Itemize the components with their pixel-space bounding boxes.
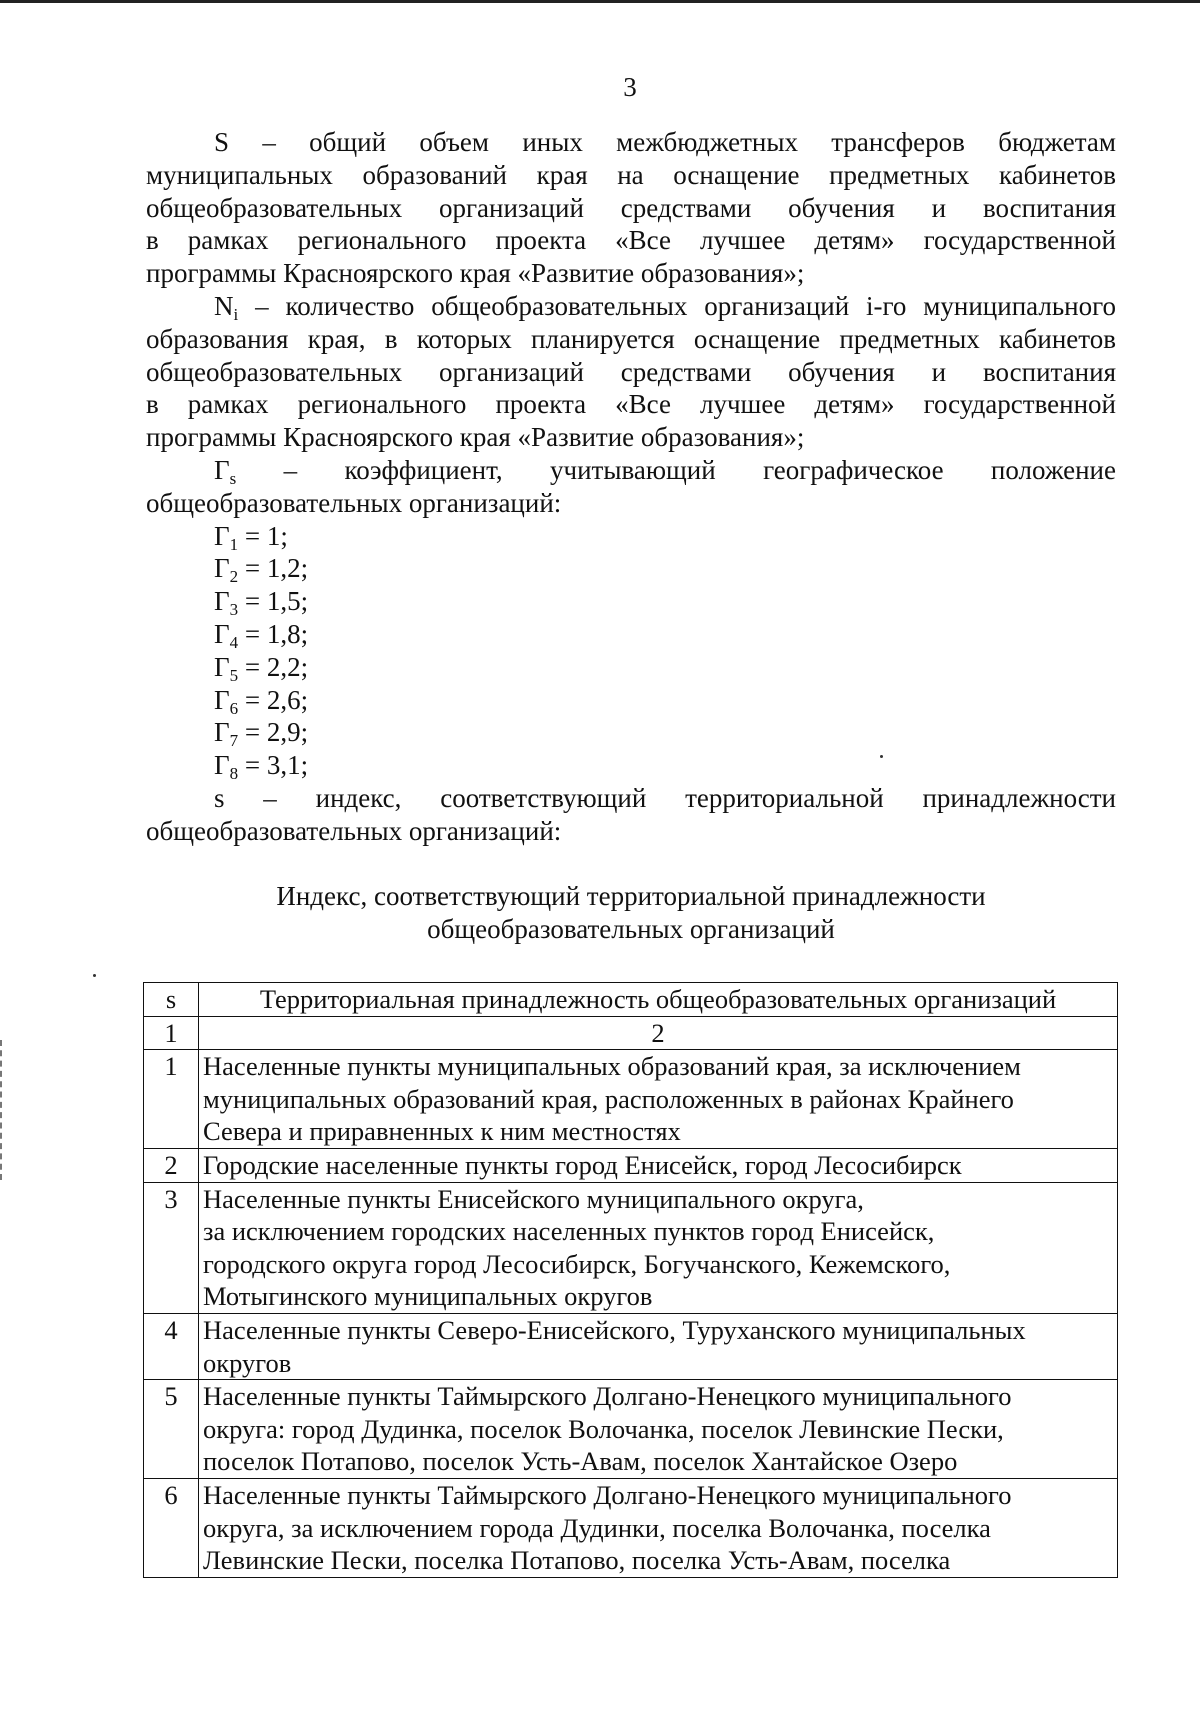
cell-line: Населенные пункты Таймырского Долгано-Ненецкого муниципального (203, 1479, 1012, 1510)
symbol: Г (214, 651, 230, 682)
table-row (144, 1380, 1118, 1479)
symbol: Г (214, 520, 230, 551)
caption-line: Индекс, соответствующий территориальной принадлежности (276, 881, 986, 911)
symbol: N (214, 290, 234, 321)
row-index-cell: 6 (144, 1478, 199, 1577)
symbol: Г (214, 684, 230, 715)
row-territory-cell (199, 1182, 1118, 1313)
cell-line: Населенные пункты Таймырского Долгано-Ненецкого муниципального (203, 1381, 1012, 1412)
coefficient-list (146, 520, 1116, 782)
row-index-cell: 5 (144, 1380, 199, 1479)
table-header-row (144, 983, 1118, 1017)
table-row (144, 1478, 1118, 1577)
cell-line: Мотыгинского муниципальных округов (203, 1281, 653, 1312)
scan-speck (93, 974, 96, 977)
coefficient-item (146, 585, 1116, 618)
table-row (144, 1182, 1118, 1313)
text-line: программы Красноярского края «Развитие образования»; (146, 422, 805, 453)
text-line: общеобразовательных организаций средствами обучения и воспитания (146, 192, 1116, 223)
text-line: общеобразовательных организаций средствами обучения и воспитания (146, 356, 1116, 387)
coefficient-item (146, 684, 1116, 717)
symbol-subscript: 4 (229, 632, 239, 652)
symbol-subscript: 5 (229, 665, 239, 685)
text-fragment: – количество общеобразовательных организаций i-го муниципального (238, 290, 1116, 321)
coefficient-item (146, 552, 1116, 585)
coefficient-value: = 1,5; (238, 586, 309, 617)
cell-line: Населенные пункты Енисейского муниципального округа, (203, 1183, 864, 1214)
cell-line: округа: город Дудинка, поселок Волочанка, поселок Левинские Пески, (203, 1413, 1004, 1444)
header-cell-territory: Территориальная принадлежность общеобразовательных организаций (199, 983, 1118, 1017)
scan-edge-marks (0, 1040, 4, 1180)
coefficient-item (146, 716, 1116, 749)
scan-speck (880, 755, 883, 758)
symbol-subscript: 6 (229, 698, 239, 718)
cell-line: городского округа город Лесосибирск, Богучанского, Кежемского, (203, 1248, 951, 1279)
row-territory-cell (199, 1380, 1118, 1479)
table-caption (146, 880, 1116, 946)
coefficient-item (146, 520, 1116, 553)
text-line: s – индекс, соответствующий территориальной принадлежности (214, 782, 1116, 813)
coefficient-item (146, 618, 1116, 651)
cell-line: Населенные пункты муниципальных образований края, за исключением (203, 1051, 1021, 1082)
cell-line: Левинские Пески, поселка Потапово, поселка Усть-Авам, поселка (203, 1545, 951, 1576)
cell-line: муниципальных образований края, расположенных в районах Крайнего (203, 1083, 1014, 1114)
cell-line: Городские населенные пункты город Енисейск, город Лесосибирск (203, 1149, 962, 1180)
caption-line: общеобразовательных организаций (427, 914, 835, 944)
symbol-subscript: 1 (229, 534, 239, 554)
symbol-subscript: i (233, 304, 239, 324)
row-territory-cell (199, 1148, 1118, 1182)
table-row (144, 1313, 1118, 1379)
definition-ni (146, 290, 1116, 454)
definition-gs (146, 454, 1116, 520)
coefficient-value: = 2,9; (238, 717, 309, 748)
row-territory-cell (199, 1478, 1118, 1577)
text-line (146, 290, 1116, 323)
numbering-cell: 2 (199, 1016, 1118, 1050)
coefficient-value: = 1; (238, 520, 288, 551)
symbol: Г (214, 717, 230, 748)
text-line: программы Красноярского края «Развитие образования»; (146, 258, 805, 289)
coefficient-item (146, 651, 1116, 684)
coefficient-value: = 2,6; (238, 684, 309, 715)
definitions-section (146, 126, 1116, 848)
row-territory-cell (199, 1050, 1118, 1149)
row-index-cell: 4 (144, 1313, 199, 1379)
coefficient-value: = 3,1; (238, 750, 309, 781)
symbol: Г (214, 618, 230, 649)
cell-line: Севера и приравненных к ним местностях (203, 1116, 681, 1147)
symbol: Г (214, 750, 230, 781)
text-line: общеобразовательных организаций: (146, 487, 562, 518)
table-row (144, 1050, 1118, 1149)
row-index-cell: 1 (144, 1050, 199, 1149)
cell-line: поселок Потапово, поселок Усть-Авам, поселок Хантайское Озеро (203, 1446, 958, 1477)
coefficient-item (146, 749, 1116, 782)
symbol-subscript: s (229, 468, 237, 488)
coefficient-value: = 2,2; (238, 651, 309, 682)
text-line: образования края, в которых планируется оснащение предметных кабинетов (146, 323, 1116, 354)
definition-s-index (146, 782, 1116, 848)
text-line: S – общий объем иных межбюджетных трансферов бюджетам (214, 127, 1116, 157)
territory-index-table (143, 982, 1118, 1578)
cell-line: округа, за исключением города Дудинки, поселка Волочанка, поселка (203, 1512, 991, 1543)
row-index-cell: 2 (144, 1148, 199, 1182)
symbol-subscript: 3 (229, 600, 239, 620)
cell-line: за исключением городских населенных пунктов город Енисейск, (203, 1216, 935, 1247)
symbol-subscript: 7 (229, 731, 239, 751)
table-row (144, 1148, 1118, 1182)
table-numbering-row (144, 1016, 1118, 1050)
text-fragment: – коэффициент, учитывающий географическое положение (236, 454, 1116, 485)
numbering-cell: 1 (144, 1016, 199, 1050)
text-line (146, 454, 1116, 487)
page-number: 3 (623, 72, 637, 102)
symbol-subscript: 2 (229, 567, 239, 587)
symbol: Г (214, 454, 230, 485)
symbol: Г (214, 553, 230, 584)
text-line: в рамках регионального проекта «Все лучшее детям» государственной (146, 389, 1116, 420)
page-top-border (0, 0, 1200, 3)
cell-line: округов (203, 1347, 292, 1378)
row-territory-cell (199, 1313, 1118, 1379)
row-index-cell: 3 (144, 1182, 199, 1313)
coefficient-value: = 1,2; (238, 553, 309, 584)
cell-line: Населенные пункты Северо-Енисейского, Туруханского муниципальных (203, 1314, 1026, 1345)
header-cell-s: s (144, 983, 199, 1017)
coefficient-value: = 1,8; (238, 618, 309, 649)
definition-s (146, 126, 1116, 290)
symbol-subscript: 8 (229, 764, 239, 784)
text-line: в рамках регионального проекта «Все лучшее детям» государственной (146, 225, 1116, 256)
text-line: муниципальных образований края на оснащение предметных кабинетов (146, 159, 1116, 190)
symbol: Г (214, 586, 230, 617)
text-line: общеобразовательных организаций: (146, 815, 562, 846)
